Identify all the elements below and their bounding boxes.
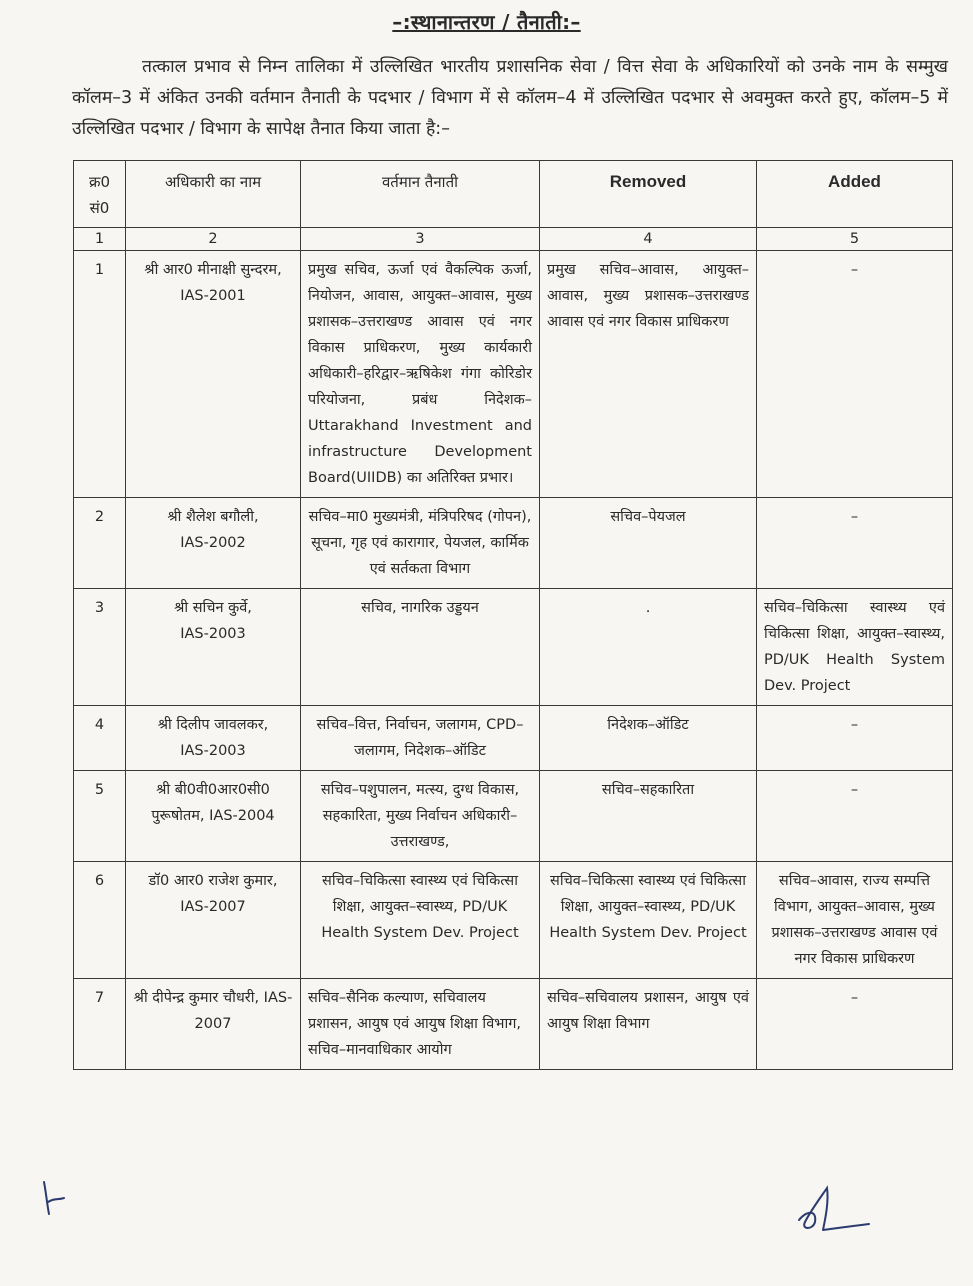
cell-current: सचिव–सैनिक कल्याण, सचिवालय प्रशासन, आयुष एवं आयुष शिक्षा विभाग, सचिव–मानवाधिकार आयोग — [301, 979, 540, 1070]
cell-removed: . — [540, 589, 757, 706]
cell-serial: 6 — [74, 862, 126, 979]
cell-serial: 1 — [74, 251, 126, 498]
officer-name: श्री शैलेश बगौली, — [167, 509, 259, 525]
cell-current: प्रमुख सचिव, ऊर्जा एवं वैकल्पिक ऊर्जा, नियोजन, आवास, आयुक्त–आवास, मुख्य प्रशासक–उत्तराखण्ड आवास एवं नगर विकास प्राधिकरण, मुख्य कार्यकारी अधिकारी–हरिद्वार–ऋषिकेश गंगा कोरिडोर परियोजना, प्रबंध निदेशक– Uttarakhand Investment and infrastructure Development Board(UIIDB) का अतिरिक्त प्रभार। — [301, 251, 540, 498]
cell-name — [126, 706, 301, 771]
officer-service: IAS-2002 — [180, 535, 246, 551]
officer-name: श्री दिलीप जावलकर, — [157, 717, 269, 733]
cell-serial: 2 — [74, 498, 126, 589]
officer-service: IAS-2001 — [180, 288, 246, 304]
cell-removed: सचिव–पेयजल — [540, 498, 757, 589]
table-row — [74, 706, 953, 771]
cell-current: सचिव, नागरिक उड्डयन — [301, 589, 540, 706]
cell-name — [126, 498, 301, 589]
cell-name — [126, 589, 301, 706]
cell-serial: 7 — [74, 979, 126, 1070]
table-row — [74, 862, 953, 979]
table-row — [74, 979, 953, 1070]
officer-service: IAS-2007 — [194, 990, 293, 1032]
cell-serial: 3 — [74, 589, 126, 706]
cell-current: सचिव–वित्त, निर्वाचन, जलागम, CPD–जलागम, निदेशक–ऑडिट — [301, 706, 540, 771]
column-index: 3 — [301, 228, 540, 251]
officer-name: डॉ0 आर0 राजेश कुमार, — [148, 873, 278, 889]
cell-removed: प्रमुख सचिव–आवास, आयुक्त–आवास, मुख्य प्रशासक–उत्तराखण्ड आवास एवं नगर विकास प्राधिकरण — [540, 251, 757, 498]
header-serial: क्र0 सं0 — [74, 161, 126, 228]
header-row — [74, 161, 953, 228]
initial-mark — [40, 1178, 70, 1218]
cell-current: सचिव–मा0 मुख्यमंत्री, मंत्रिपरिषद (गोपन), सूचना, गृह एवं कारागार, पेयजल, कार्मिक एवं सर्तकता विभाग — [301, 498, 540, 589]
officer-service: IAS-2004 — [209, 808, 275, 824]
cell-name — [126, 771, 301, 862]
signature — [793, 1180, 873, 1240]
cell-added: – — [757, 706, 953, 771]
table-row — [74, 589, 953, 706]
cell-removed: निदेशक–ऑडिट — [540, 706, 757, 771]
intro-paragraph: तत्काल प्रभाव से निम्न तालिका में उल्लिखित भारतीय प्रशासनिक सेवा / वित्त सेवा के अधिकारियों को उनके नाम के सम्मुख कॉलम–3 में अंकित उनकी वर्तमान तैनाती के पदभार / विभाग में से कॉलम–4 में उल्लिखित पदभार से अवमुक्त करते हुए, कॉलम–5 में उल्लिखित पदभार / विभाग के सापेक्ष तैनात किया जाता है:– — [72, 57, 948, 139]
page-title: –:स्थानान्तरण / तैनाती:– — [392, 10, 581, 34]
cell-name — [126, 862, 301, 979]
cell-added: सचिव–चिकित्सा स्वास्थ्य एवं चिकित्सा शिक्षा, आयुक्त–स्वास्थ्य, PD/UK Health System Dev. Project — [757, 589, 953, 706]
officer-name: श्री दीपेन्द्र कुमार चौधरी, — [133, 990, 260, 1006]
officer-service: IAS-2003 — [180, 743, 246, 759]
column-index: 5 — [757, 228, 953, 251]
officer-name: श्री बी0वी0आर0सी0 पुरूषोतम, — [151, 782, 270, 824]
officer-name: श्री सचिन कुर्वे, — [174, 600, 252, 616]
column-index: 1 — [74, 228, 126, 251]
cell-removed: सचिव–चिकित्सा स्वास्थ्य एवं चिकित्सा शिक्षा, आयुक्त–स्वास्थ्य, PD/UK Health System Dev. Project — [540, 862, 757, 979]
cell-current: सचिव–पशुपालन, मत्स्य, दुग्ध विकास, सहकारिता, मुख्य निर्वाचन अधिकारी– उत्तराखण्ड, — [301, 771, 540, 862]
header-current: वर्तमान तैनाती — [301, 161, 540, 228]
cell-added: – — [757, 771, 953, 862]
column-index: 4 — [540, 228, 757, 251]
cell-name — [126, 251, 301, 498]
column-index: 2 — [126, 228, 301, 251]
header-removed: Removed — [540, 161, 757, 228]
table-row — [74, 771, 953, 862]
table-row — [74, 251, 953, 498]
cell-current: सचिव–चिकित्सा स्वास्थ्य एवं चिकित्सा शिक्षा, आयुक्त–स्वास्थ्य, PD/UK Health System Dev. Project — [301, 862, 540, 979]
officer-service: IAS-2003 — [180, 626, 246, 642]
cell-removed: सचिव–सहकारिता — [540, 771, 757, 862]
transfer-table — [73, 160, 953, 1070]
cell-serial: 4 — [74, 706, 126, 771]
cell-added: – — [757, 251, 953, 498]
cell-name — [126, 979, 301, 1070]
header-name: अधिकारी का नाम — [126, 161, 301, 228]
cell-serial: 5 — [74, 771, 126, 862]
cell-added: सचिव–आवास, राज्य सम्पत्ति विभाग, आयुक्त–आवास, मुख्य प्रशासक–उत्तराखण्ड आवास एवं नगर विकास प्राधिकरण — [757, 862, 953, 979]
cell-added: – — [757, 498, 953, 589]
header-added: Added — [757, 161, 953, 228]
officer-service: IAS-2007 — [180, 899, 246, 915]
cell-removed: सचिव–सचिवालय प्रशासन, आयुष एवं आयुष शिक्षा विभाग — [540, 979, 757, 1070]
cell-added: – — [757, 979, 953, 1070]
column-index-row — [74, 228, 953, 251]
table-row — [74, 498, 953, 589]
officer-name: श्री आर0 मीनाक्षी सुन्दरम, — [144, 262, 282, 278]
